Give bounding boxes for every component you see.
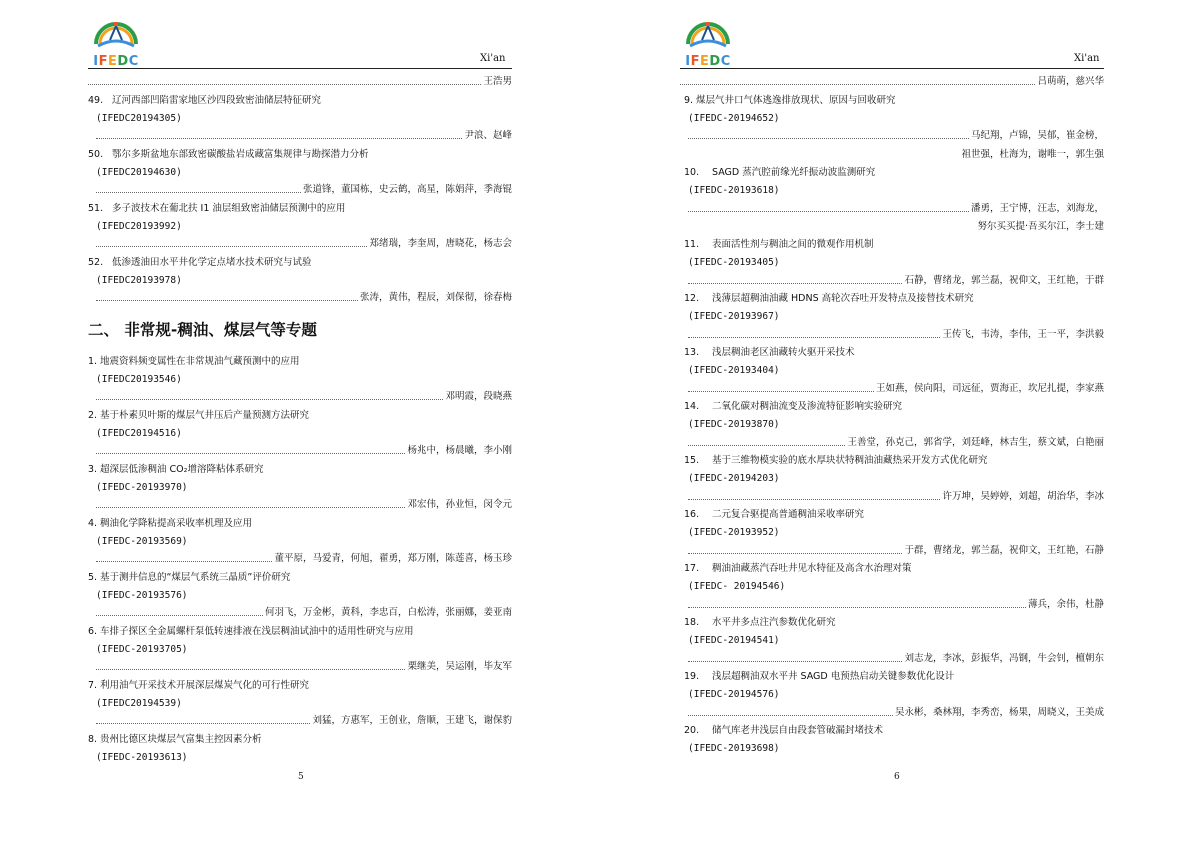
header-rule: [680, 68, 1104, 69]
entry-code: (IFEDC-20193952): [688, 527, 780, 538]
page-number: 6: [894, 772, 900, 782]
entry-title: 10. SAGD 蒸汽腔前缘光纤振动波监测研究: [684, 167, 876, 178]
author-line: 吴永彬，桑林翔，李秀峦，杨果，周晓义，王美成: [688, 707, 1104, 719]
entry-code: (IFEDC-20193569): [96, 536, 188, 547]
entry-title: 51. 多子波技术在葡北扶 I1 油层组致密油储层预测中的应用: [88, 203, 346, 214]
author-line: 于群，曹绪龙，郭兰磊，祝仰文，王红艳，石静: [688, 545, 1104, 557]
author-line: 郑绪瑞，李奎周，唐晓花，杨志会: [96, 238, 512, 250]
entry-code: (IFEDC20194516): [96, 428, 182, 439]
entry-title: 8. 贵州比德区块煤层气富集主控因素分析: [88, 734, 262, 745]
author-line: 石静，曹绪龙，郭兰磊，祝仰文，王红艳，于群: [688, 275, 1104, 287]
author-line: 马纪翔，卢锦，吴郁，崔金榜，: [688, 130, 1104, 142]
author-line: 邓明霞，段晓燕: [96, 391, 512, 403]
author-line: 何羽飞，万金彬，黄科，李忠百，白松涛，张丽娜，姜亚南: [96, 607, 512, 619]
entry-title: 52. 低渗透油田水平井化学定点堵水技术研究与试验: [88, 257, 312, 268]
entry-title: 12. 浅薄层超稠油油藏 HDNS 高轮次吞吐开发特点及接替技术研究: [684, 293, 974, 304]
entry-title: 19. 浅层超稠油双水平井 SAGD 电预热启动关键参数优化设计: [684, 671, 955, 682]
entry-title: 9. 煤层气井口气体逃逸排放现状、原因与回收研究: [684, 95, 896, 106]
entry-code: (IFEDC- 20194546): [688, 581, 786, 592]
header-rule: [88, 68, 512, 69]
author-line: 王如燕，侯向阳，司远征，贾海正，坎尼扎提，李家燕: [688, 383, 1104, 395]
author-line: 张道锋，董国栋，史云鹤，高星，陈娟萍，季海锟: [96, 184, 512, 196]
author-line: 刘猛，方惠军，王创业，詹顺，王建飞，谢保豹: [96, 715, 512, 727]
author-line: 薄兵，余伟，杜静: [688, 599, 1104, 611]
entry-title: 49. 辽河西部凹陷雷家地区沙四段致密油储层特征研究: [88, 95, 322, 106]
logo-emblem-icon: [684, 14, 732, 54]
author-line: 杨兆中，杨晨曦，李小刚: [96, 445, 512, 457]
entry-title: 13. 浅层稠油老区油藏转火驱开采技术: [684, 347, 855, 358]
entry-title: 7. 利用油气开采技术开展深层煤炭气化的可行性研究: [88, 680, 310, 691]
author-line: 尹浪、赵峰: [96, 130, 512, 142]
author-line: 王传飞，韦涛，李伟，王一平，李洪毅: [688, 329, 1104, 341]
entry-code: (IFEDC20194630): [96, 167, 182, 178]
header-city: Xi'an: [480, 53, 506, 64]
entry-code: (IFEDC-20194541): [688, 635, 780, 646]
right-page: [596, 0, 1192, 842]
entry-code: (IFEDC-20193576): [96, 590, 188, 601]
author-line: 邓宏伟，孙业恒，闵令元: [96, 499, 512, 511]
entry-code: (IFEDC20194539): [96, 698, 182, 709]
author-line: 王善堂，孙克己，郭省学，刘廷峰，林吉生，蔡文斌，白艳丽: [688, 437, 1104, 449]
entry-title: 16. 二元复合驱提高普通稠油采收率研究: [684, 509, 865, 520]
author-line: 许万坤，吴婷婷，刘超，胡治华，李冰: [688, 491, 1104, 503]
entry-title: 5. 基于测井信息的“煤层气系统三晶质”评价研究: [88, 572, 291, 583]
header-city: Xi'an: [1074, 53, 1100, 64]
entry-title: 15. 基于三维物模实验的底水厚块状特稠油油藏热采开发方式优化研究: [684, 455, 988, 466]
author-line: 董平原，马爱青，何旭，翟勇，郑万刚，陈莲喜，杨玉珍: [96, 553, 512, 565]
entry-code: (IFEDC-20193705): [96, 644, 188, 655]
logo-wordmark: IFEDC: [93, 54, 139, 69]
entry-title: 17. 稠油油藏蒸汽吞吐井见水特征及高含水治理对策: [684, 563, 912, 574]
author-line-continued: 努尔买买提·吾买尔江，李士建: [977, 221, 1104, 232]
entry-title: 2. 基于朴素贝叶斯的煤层气井压后产量预测方法研究: [88, 410, 310, 421]
author-line: 潘勇，王宁博，汪志，刘海龙，: [688, 203, 1104, 215]
entry-code: (IFEDC-20193870): [688, 419, 780, 430]
author-line: 吕萌萌，慈兴华: [680, 76, 1104, 88]
logo-wordmark: IFEDC: [685, 54, 731, 69]
entry-code: (IFEDC-20193967): [688, 311, 780, 322]
entry-code: (IFEDC-20194203): [688, 473, 780, 484]
entry-code: (IFEDC-20194576): [688, 689, 780, 700]
author-line: 王浩男: [88, 76, 512, 88]
ifedc-logo: [680, 14, 736, 69]
entry-code: (IFEDC-20193405): [688, 257, 780, 268]
entry-title: 4. 稠油化学降粘提高采收率机理及应用: [88, 518, 253, 529]
author-line: 刘志龙，李冰，彭振华，冯钢，牛会钊，檀朝东: [688, 653, 1104, 665]
entry-title: 3. 超深层低渗稠油 CO₂增溶降粘体系研究: [88, 464, 264, 475]
entry-code: (IFEDC-20193404): [688, 365, 780, 376]
entry-code: (IFEDC-20194652): [688, 113, 780, 124]
logo-emblem-icon: [92, 14, 140, 54]
page-number: 5: [298, 772, 304, 782]
entry-code: (IFEDC20194305): [96, 113, 182, 124]
entry-code: (IFEDC-20193698): [688, 743, 780, 754]
entry-code: (IFEDC20193546): [96, 374, 182, 385]
entry-code: (IFEDC-20193618): [688, 185, 780, 196]
ifedc-logo: [88, 14, 144, 69]
entry-title: 20. 储气库老井浅层自由段套管破漏封堵技术: [684, 725, 884, 736]
entry-title: 1. 地震资料频变属性在非常规油气藏预测中的应用: [88, 356, 300, 367]
entry-code: (IFEDC-20193613): [96, 752, 188, 763]
entry-code: (IFEDC20193992): [96, 221, 182, 232]
entry-title: 14. 二氧化碳对稠油流变及渗流特征影响实验研究: [684, 401, 903, 412]
author-line: 张涛，黄伟，程辰，刘保彻，徐春梅: [96, 292, 512, 304]
entry-code: (IFEDC-20193970): [96, 482, 188, 493]
entry-title: 6. 车排子探区全金属螺杆泵低转速排液在浅层稠油试油中的适用性研究与应用: [88, 626, 414, 637]
entry-code: (IFEDC20193978): [96, 275, 182, 286]
author-line: 栗继美，吴运刚，毕友军: [96, 661, 512, 673]
entry-title: 50. 鄂尔多斯盆地东部致密碳酸盐岩成藏富集规律与勘探潜力分析: [88, 149, 369, 160]
author-line-continued: 祖世强，杜海为，谢唯一，郭生强: [961, 149, 1104, 160]
entry-title: 11. 表面活性剂与稠油之间的微观作用机制: [684, 239, 874, 250]
entry-title: 18. 水平井多点注汽参数优化研究: [684, 617, 836, 628]
section-heading: 二、 非常规-稠油、煤层气等专题: [88, 321, 317, 339]
